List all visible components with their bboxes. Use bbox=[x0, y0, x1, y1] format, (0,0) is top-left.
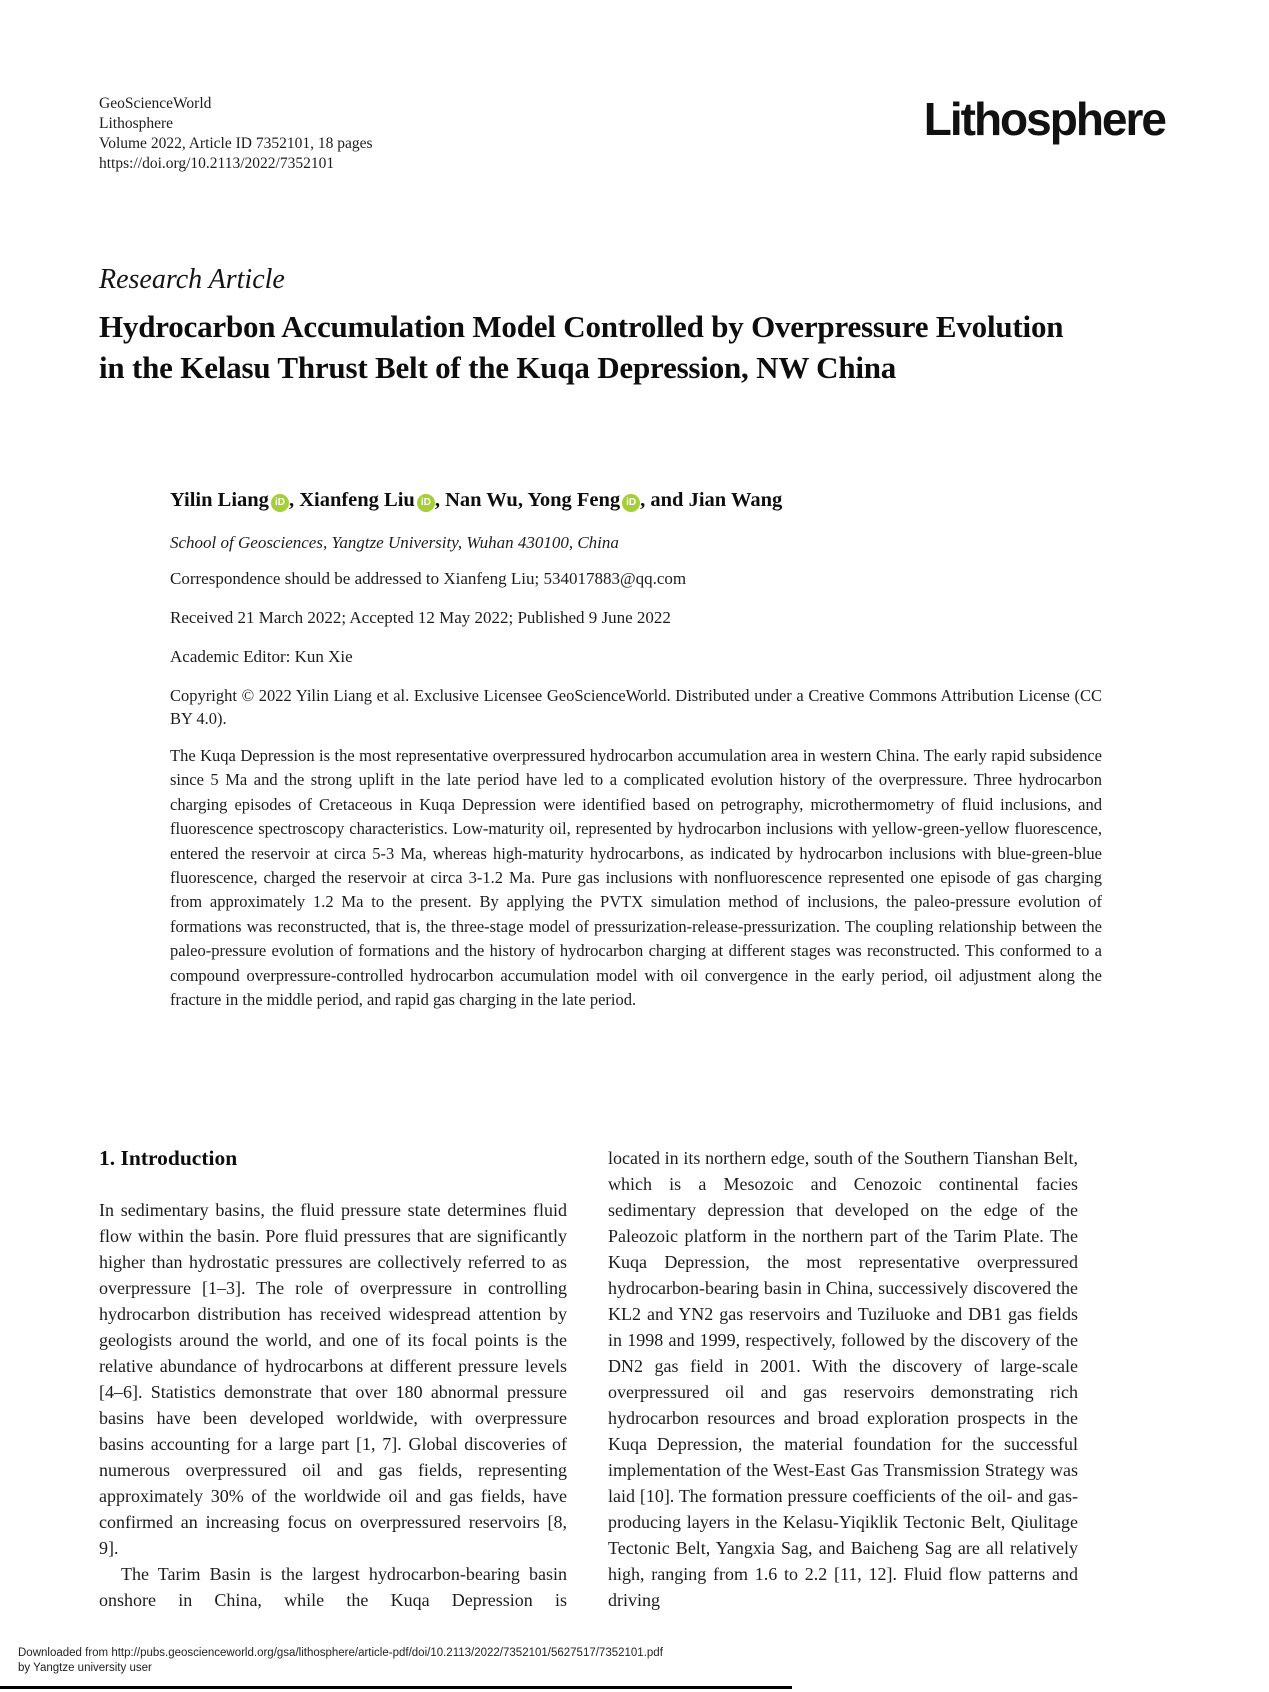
orcid-icon[interactable]: iD bbox=[271, 494, 289, 512]
author-name: Xianfeng Liu bbox=[299, 489, 415, 511]
author-separator: , bbox=[434, 489, 446, 511]
column-left bbox=[99, 1146, 567, 1613]
author-separator: , and bbox=[640, 489, 689, 511]
author-separator: , bbox=[288, 489, 300, 511]
correspondence-email-link[interactable]: 534017883@qq.com bbox=[543, 569, 687, 588]
author-name: Yong Feng bbox=[527, 489, 621, 511]
volume-line: Volume 2022, Article ID 7352101, 18 pages bbox=[99, 135, 373, 152]
doi-link[interactable]: https://doi.org/10.2113/2022/7352101 bbox=[99, 155, 335, 172]
author-name: Jian Wang bbox=[688, 489, 783, 511]
column-right bbox=[608, 1145, 1078, 1613]
intro-paragraph: In sedimentary basins, the fluid pressure state determines fluid flow within the basin. Pore fluid pressures that are significantly higher than hydrostatic pressures are collectively referred to as overpressure [1–3]. The role of overpressure in controlling hydrocarbon distribution has received widespread attention by geologists around the world, and one of its focal points is the relative abundance of hydrocarbons at different pressure levels [4–6]. Statistics demonstrate that over 180 abnormal pressure basins have been developed worldwide, with overpressure basins accounting for a large part [1, 7]. Global discoveries of numerous overpressured oil and gas fields, representing approximately 30% of the worldwide oil and gas fields, have confirmed an increasing focus on overpressured reservoirs [8, 9]. bbox=[99, 1200, 567, 1558]
article-type-label: Research Article bbox=[99, 264, 285, 295]
correspondence-text: Correspondence should be addressed to Xianfeng Liu; bbox=[170, 569, 544, 588]
journal-name: Lithosphere bbox=[99, 115, 174, 132]
article-history: Received 21 March 2022; Accepted 12 May 2022; Published 9 June 2022 bbox=[170, 608, 671, 627]
intro-paragraph: located in its northern edge, south of the Southern Tianshan Belt, which is a Mesozoic and Cenozoic continental facies sedimentary depression that developed on the edge of the Paleozoic platform in the northern part of the Tarim Plate. The Kuqa Depression, the most representative overpressured hydrocarbon-bearing basin in China, successively discovered the KL2 and YN2 gas reservoirs and Tuziluoke and DB1 gas fields in 1998 and 1999, respectively, followed by the discovery of the DN2 gas field in 2001. With the discovery of large-scale overpressured oil and gas reservoirs demonstrating rich hydrocarbon resources and broad exploration prospects in the Kuqa Depression, the material foundation for the successful implementation of the West-East Gas Transmission Strategy was laid [10]. The formation pressure coefficients of the oil- and gas-producing layers in the Kelasu-Yiqiklik Tectonic Belt, Qiulitage Tectonic Belt, Yangxia Sag, and Baicheng Sag are all relatively high, ranging from 1.6 to 2.2 [11, 12]. Fluid flow patterns and driving bbox=[608, 1148, 1078, 1610]
author-list bbox=[170, 489, 1130, 512]
journal-logo: Lithosphere bbox=[923, 93, 1165, 145]
academic-editor: Academic Editor: Kun Xie bbox=[170, 647, 353, 666]
orcid-icon[interactable]: iD bbox=[622, 494, 640, 512]
page-bottom-rule bbox=[0, 1686, 792, 1689]
affiliation: School of Geosciences, Yangtze University, Wuhan 430100, China bbox=[170, 533, 619, 552]
download-user-line: by Yangtze university user bbox=[18, 1662, 152, 1674]
masthead bbox=[99, 94, 373, 174]
download-stamp bbox=[18, 1646, 663, 1676]
section-heading-introduction: 1. Introduction bbox=[99, 1146, 238, 1170]
page-title: Hydrocarbon Accumulation Model Controlled by Overpressure Evolution in the Kelasu Thrust Belt of the Kuqa Depression, NW China bbox=[99, 309, 1064, 385]
intro-paragraph: The Tarim Basin is the largest hydrocarbon-bearing basin onshore in China, while the Kuqa Depression is bbox=[99, 1564, 567, 1610]
orcid-icon[interactable]: iD bbox=[417, 494, 435, 512]
correspondence-line bbox=[170, 569, 686, 589]
copyright-notice: Copyright © 2022 Yilin Liang et al. Exclusive Licensee GeoScienceWorld. Distributed under a Creative Commons Attribution License (CC BY 4.0). bbox=[170, 686, 1102, 728]
abstract: The Kuqa Depression is the most representative overpressured hydrocarbon accumulation area in western China. The early rapid subsidence since 5 Ma and the strong uplift in the late period have led to a complicated evolution history of the overpressure. Three hydrocarbon charging episodes of Cretaceous in Kuqa Depression were identified based on petrography, microthermometry of fluid inclusions, and fluorescence spectroscopy characteristics. Low-maturity oil, represented by hydrocarbon inclusions with yellow-green-yellow fluorescence, entered the reservoir at circa 5-3 Ma, whereas high-maturity hydrocarbons, as indicated by hydrocarbon inclusions with blue-green-blue fluorescence, charged the reservoir at circa 3-1.2 Ma. Pure gas inclusions with nonfluorescence represented one episode of gas charging from approximately 1.2 Ma to the present. By applying the PVTX simulation method of inclusions, the paleo-pressure evolution of formations was reconstructed, that is, the three-stage model of pressurization-release-pressurization. The coupling relationship between the paleo-pressure evolution of formations and the history of hydrocarbon charging at different stages was reconstructed. This conformed to a compound overpressure-controlled hydrocarbon accumulation model with oil convergence in the early period, oil adjustment along the fracture in the middle period, and rapid gas charging in the late period. bbox=[170, 746, 1102, 1010]
download-url-line: Downloaded from http://pubs.geoscienceworld.org/gsa/lithosphere/article-pdf/doi/10.2113/2022/7352101/5627517/7352101.pdf bbox=[18, 1647, 663, 1659]
publisher-name: GeoScienceWorld bbox=[99, 95, 212, 112]
author-name: Yilin Liang bbox=[170, 489, 269, 511]
author-name: Nan Wu bbox=[445, 489, 518, 511]
author-separator: , bbox=[517, 489, 528, 511]
